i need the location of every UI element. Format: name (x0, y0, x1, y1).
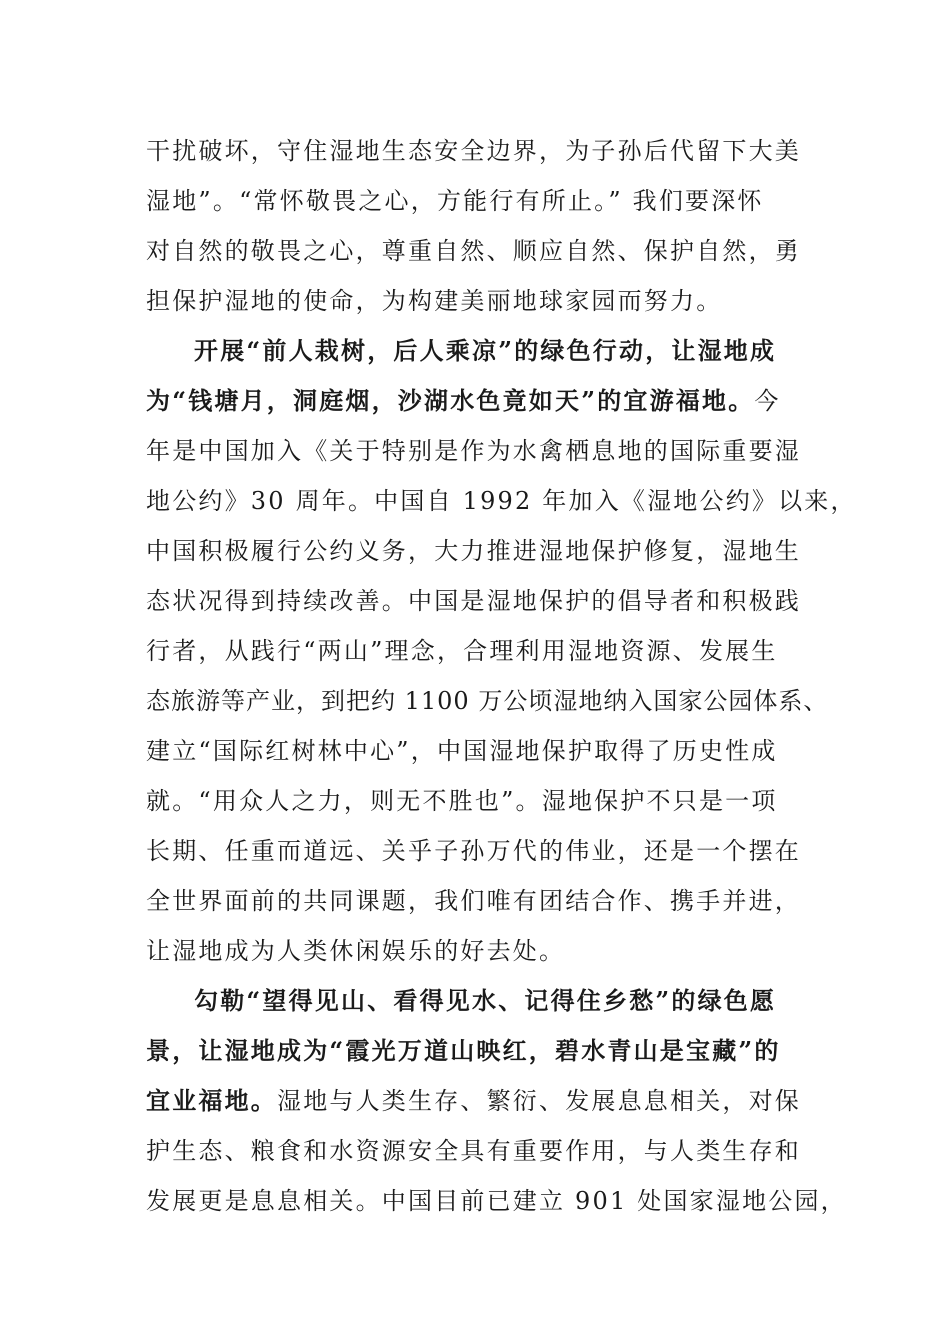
text-line: 发展更是息息相关。中国目前已建立 901 处国家湿地公园， (146, 1187, 847, 1215)
text-line: 建立“国际红树林中心”，中国湿地保护取得了历史性成 (146, 737, 778, 765)
text-line: 年是中国加入《关于特别是作为水禽栖息地的国际重要湿 (146, 437, 801, 465)
paragraph-heading-line: 景，让湿地成为“霞光万道山映红，碧水青山是宝藏”的 (146, 1036, 781, 1065)
text-line: 行者，从践行“两山”理念，合理利用湿地资源、发展生 (146, 637, 778, 665)
text-line: 长期、任重而道远、关乎子孙万代的伟业，还是一个摆在 (146, 837, 801, 865)
paragraph-heading-line: 开展“前人栽树，后人乘凉”的绿色行动，让湿地成 (194, 336, 777, 365)
text-line: 让湿地成为人类休闲娱乐的好去处。 (146, 937, 566, 965)
text-line: 地公约》30 周年。中国自 1992 年加入《湿地公约》以来， (146, 487, 857, 515)
text-line: 全世界面前的共同课题，我们唯有团结合作、携手并进， (146, 887, 801, 915)
paragraph-heading-line: 勾勒“望得见山、看得见水、记得住乡愁”的绿色愿 (194, 986, 777, 1015)
paragraph-heading-line: 为“钱塘月，洞庭烟，沙湖水色竟如天”的宜游福地。今 (146, 386, 781, 415)
text-line: 态状况得到持续改善。中国是湿地保护的倡导者和积极践 (146, 587, 801, 615)
text-line: 湿地”。“常怀敬畏之心，方能行有所止。” 我们要深怀 (146, 187, 764, 215)
paragraph-heading-line: 宜业福地。湿地与人类生存、繁衍、发展息息相关，对保 (146, 1086, 801, 1115)
text-line: 态旅游等产业，到把约 1100 万公顷湿地纳入国家公园体系、 (146, 687, 829, 715)
text-line: 护生态、粮食和水资源安全具有重要作用，与人类生存和 (146, 1137, 801, 1165)
text-line: 干扰破坏，守住湿地生态安全边界，为子孙后代留下大美 (146, 137, 801, 165)
text-line: 担保护湿地的使命，为构建美丽地球家园而努力。 (146, 287, 723, 315)
text-line: 就。“用众人之力，则无不胜也”。湿地保护不只是一项 (146, 787, 778, 815)
text-line: 对自然的敬畏之心，尊重自然、顺应自然、保护自然，勇 (146, 237, 801, 265)
text-line: 中国积极履行公约义务，大力推进湿地保护修复，湿地生 (146, 537, 801, 565)
